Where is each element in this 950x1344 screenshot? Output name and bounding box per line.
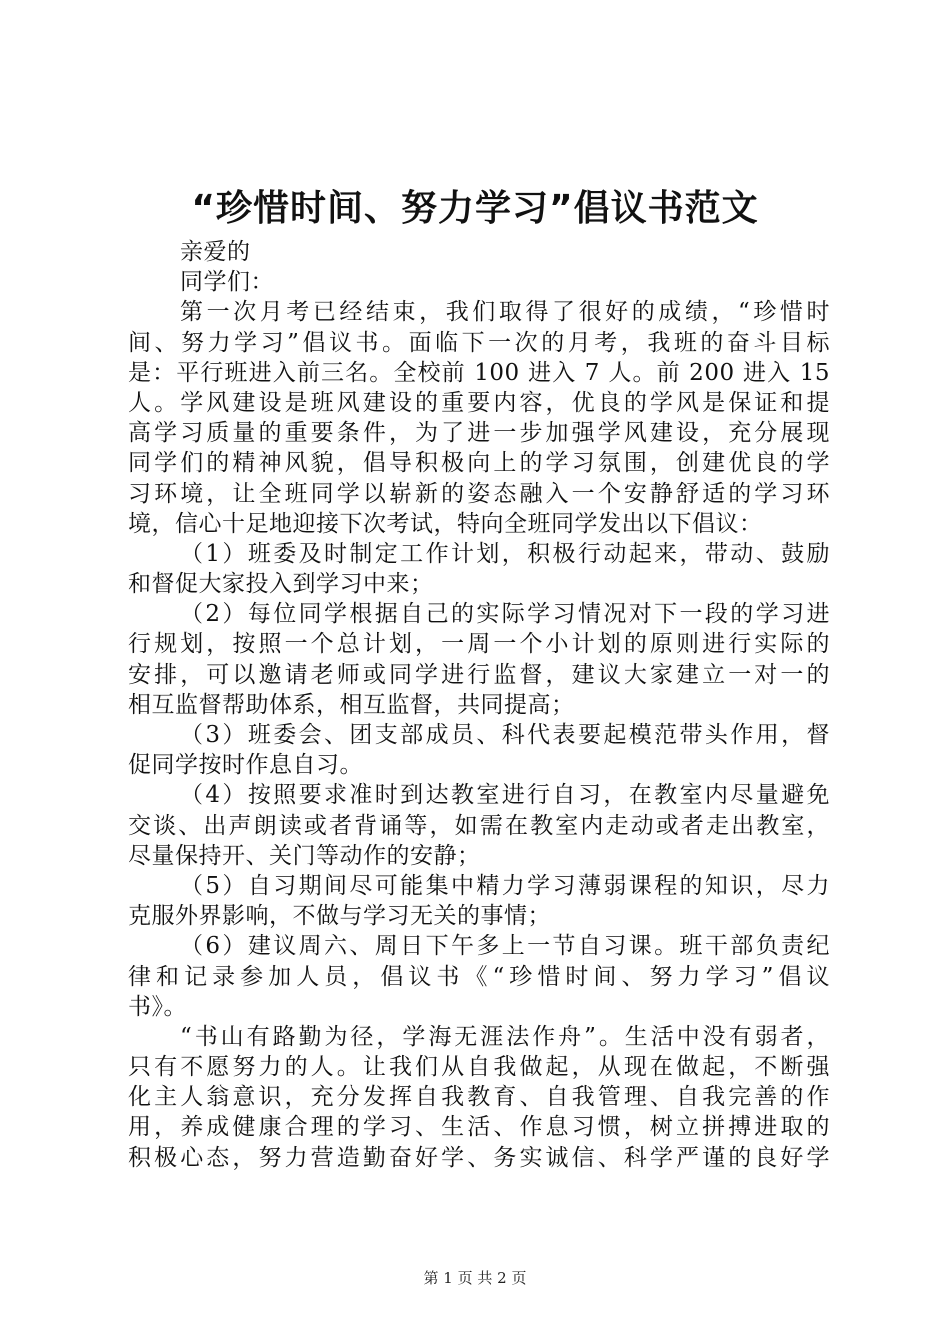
body-line: 间、努力学习”倡议书。面临下一次的月考，我班的奋斗目标	[128, 329, 830, 356]
body-line: 安排，可以邀请老师或同学进行监督，建议大家建立一对一的	[128, 661, 830, 688]
body-line: （6）建议周六、周日下午多上一节自习课。班干部负责纪	[180, 933, 830, 960]
body-line: 亲爱的	[180, 239, 251, 265]
body-line: 和督促大家投入到学习中来；	[128, 571, 434, 598]
body-line: 相互监督帮助体系，相互监督，共同提高；	[128, 691, 575, 718]
body-line: 只有不愿努力的人。让我们从自我做起，从现在做起，不断强	[128, 1054, 830, 1081]
body-line: 促同学按时作息自习。	[128, 752, 363, 779]
body-line: 第一次月考已经结束，我们取得了很好的成绩，“珍惜时	[180, 299, 830, 326]
body-line: 克服外界影响，不做与学习无关的事情；	[128, 903, 551, 930]
body-line: 行规划，按照一个总计划，一周一个小计划的原则进行实际的	[128, 631, 830, 658]
body-line: （5）自习期间尽可能集中精力学习薄弱课程的知识，尽力	[180, 872, 830, 899]
document-body	[128, 237, 830, 1173]
body-line: （3）班委会、团支部成员、科代表要起模范带头作用，督	[180, 722, 830, 748]
body-line: 用，养成健康合理的学习、生活、作息习惯，树立拼搏进取的	[128, 1114, 830, 1141]
body-line: 境，信心十足地迎接下次考试，特向全班同学发出以下倡议：	[128, 510, 763, 537]
body-line: 交谈、出声朗读或者背诵等，如需在教室内走动或者走出教室，	[128, 812, 830, 839]
body-line: 律和记录参加人员，倡议书《“珍惜时间、努力学习”倡议	[128, 963, 830, 990]
body-line: 高学习质量的重要条件，为了进一步加强学风建设，充分展现	[128, 420, 830, 447]
body-line: （4）按照要求准时到达教室进行自习，在教室内尽量避免	[180, 782, 830, 809]
body-line: 人。学风建设是班风建设的重要内容，优良的学风是保证和提	[128, 389, 830, 416]
body-line: 尽量保持开、关门等动作的安静；	[128, 842, 481, 869]
body-line: 同学们：	[180, 269, 274, 296]
body-line: 同学们的精神风貌，倡导积极向上的学习氛围，创建优良的学	[128, 450, 830, 477]
body-line: 习环境，让全班同学以崭新的姿态融入一个安静舒适的学习环	[128, 480, 830, 507]
body-line: （2）每位同学根据自己的实际学习情况对下一段的学习进	[180, 601, 830, 628]
body-line: 是：平行班进入前三名。全校前 100 进入 7 人。前 200 进入 15	[128, 359, 830, 386]
body-line: （1）班委及时制定工作计划，积极行动起来，带动、鼓励	[180, 540, 830, 567]
body-line: 化主人翁意识，充分发挥自我教育、自我管理、自我完善的作	[128, 1084, 830, 1111]
page-footer: 第 1 页 共 2 页	[423, 1269, 527, 1287]
body-line: 书》。	[128, 993, 187, 1020]
document-title: “珍惜时间、努力学习”倡议书范文	[191, 188, 759, 229]
body-line: 积极心态，努力营造勤奋好学、务实诚信、科学严谨的良好学	[128, 1144, 830, 1171]
body-line: “书山有路勤为径，学海无涯法作舟”。生活中没有弱者，	[180, 1023, 830, 1050]
